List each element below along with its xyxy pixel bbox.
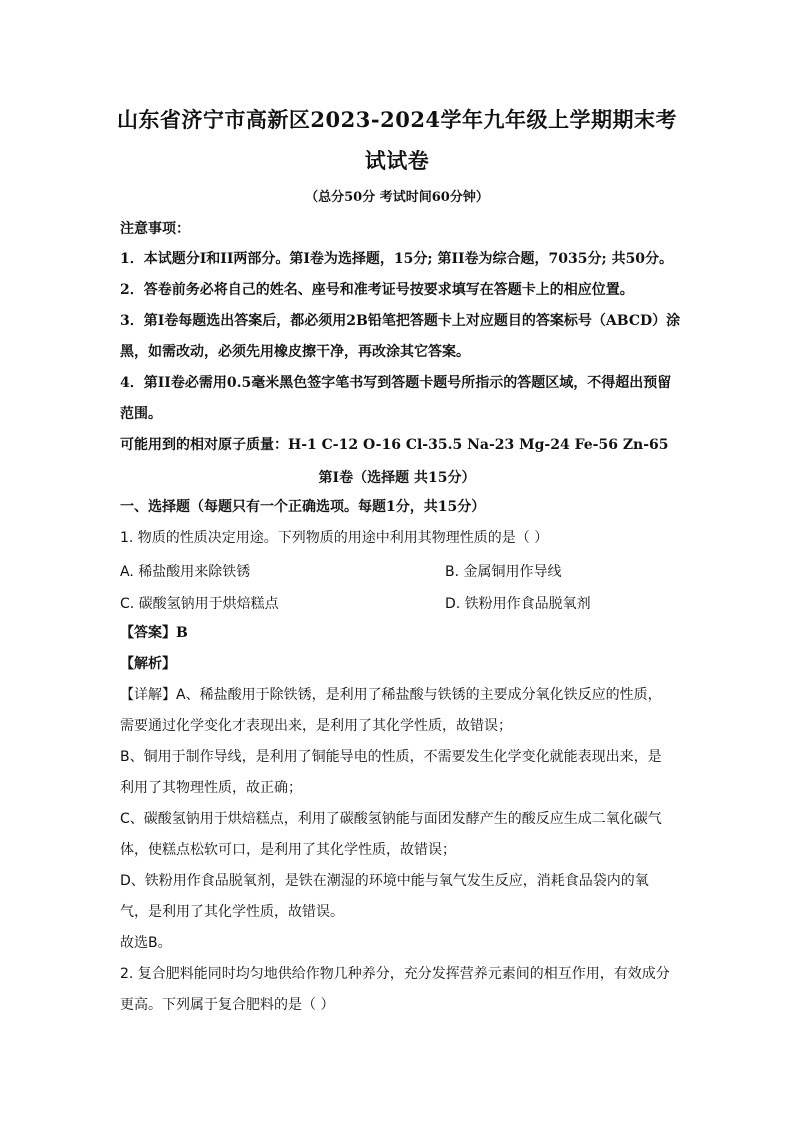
question-1-answer: 【答案】B bbox=[120, 625, 188, 641]
question-1-option-b: B. 金属铜用作导线 bbox=[445, 564, 562, 580]
explanation-line-6: 体，使糕点松软可口，是利用了其化学性质，故错误； bbox=[120, 842, 456, 858]
question-1-stem: 1. 物质的性质决定用途。下列物质的用途中利用其物理性质的是（ ） bbox=[120, 530, 549, 546]
section-title: 一、选择题（每题只有一个正确选项。每题1分，共15分） bbox=[120, 499, 486, 515]
exam-title-line-1: 山东省济宁市高新区2023-2024学年九年级上学期期末考 bbox=[116, 107, 678, 132]
question-1-option-c: C. 碳酸氢钠用于烘焙糕点 bbox=[120, 596, 279, 612]
explanation-line-1: 【详解】A、稀盐酸用于除铁锈，是利用了稀盐酸与铁锈的主要成分氧化铁反应的性质， bbox=[120, 687, 662, 703]
explanation-line-4: 利用了其物理性质，故正确； bbox=[120, 780, 302, 796]
part-title: 第I卷（选择题 共15分） bbox=[318, 470, 476, 486]
exam-title-line-2: 试试卷 bbox=[364, 148, 430, 173]
question-2-stem-line-1: 2. 复合肥料能同时均匀地供给作物几种养分，充分发挥营养元素间的相互作用，有效成分 bbox=[120, 966, 670, 982]
question-2-stem-line-2: 更高。下列属于复合肥料的是（ ） bbox=[120, 997, 335, 1013]
explanation-line-7: D、铁粉用作食品脱氧剂，是铁在潮湿的环境中能与氧气发生反应，消耗食品袋内的氧 bbox=[120, 873, 649, 889]
question-1-analysis-heading: 【解析】 bbox=[120, 656, 176, 672]
notice-item-3-cont: 黑，如需改动，必须先用橡皮擦干净，再改涂其它答案。 bbox=[120, 344, 470, 360]
notice-item-2: 2．答卷前务必将自己的姓名、座号和准考证号按要求填写在答题卡上的相应位置。 bbox=[120, 282, 634, 298]
explanation-conclusion: 故选B。 bbox=[120, 935, 172, 951]
notice-heading: 注意事项： bbox=[120, 221, 190, 237]
question-1-option-a: A. 稀盐酸用来除铁锈 bbox=[120, 564, 251, 580]
atomic-masses: 可能用到的相对原子质量：H-1 C-12 O-16 Cl-35.5 Na-23 Mg-24 Fe-56 Zn-65 bbox=[120, 437, 669, 453]
notice-item-3: 3．第I卷每题选出答案后，都必须用2B铅笔把答题卡上对应题目的答案标号（ABCD）涂 bbox=[120, 313, 681, 329]
explanation-line-3: B、铜用于制作导线，是利用了铜能导电的性质，不需要发生化学变化就能表现出来，是 bbox=[120, 749, 662, 765]
exam-subtitle: （总分50分 考试时间60分钟） bbox=[305, 190, 489, 205]
question-1-option-d: D. 铁粉用作食品脱氧剂 bbox=[445, 596, 591, 612]
notice-item-4-cont: 范围。 bbox=[120, 406, 162, 422]
notice-item-4: 4．第II卷必需用0.5毫米黑色签字笔书写到答题卡题号所指示的答题区域，不得超出预留 bbox=[120, 375, 672, 391]
explanation-line-5: C、碳酸氢钠用于烘焙糕点，利用了碳酸氢钠能与面团发酵产生的酸反应生成二氧化碳气 bbox=[120, 811, 662, 827]
explanation-line-2: 需要通过化学变化才表现出来，是利用了其化学性质，故错误； bbox=[120, 718, 512, 734]
explanation-line-8: 气，是利用了其化学性质，故错误。 bbox=[120, 904, 344, 920]
notice-item-1: 1．本试题分I和II两部分。第I卷为选择题，15分; 第II卷为综合题，7035分; 共50分。 bbox=[120, 251, 674, 267]
